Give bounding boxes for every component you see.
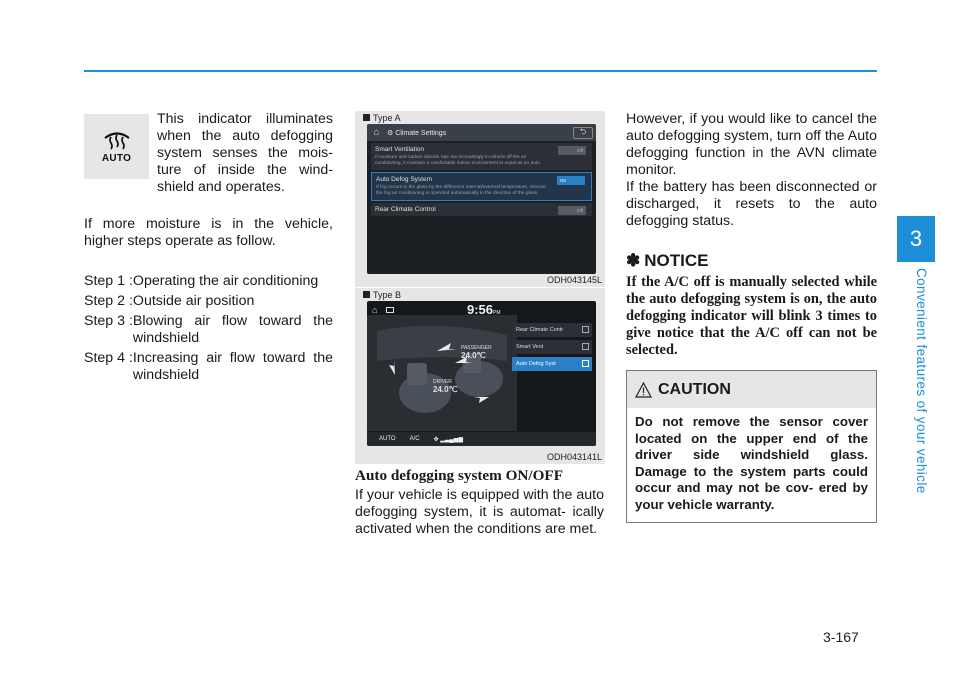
figure-type-label: Type B (363, 290, 401, 300)
section-heading: Auto defogging system ON/OFF (355, 467, 563, 484)
figure-type-label: Type A (363, 113, 401, 123)
step-item (84, 273, 333, 290)
gear-icon: ⚙ (387, 129, 396, 137)
step-label: Step 1 : (84, 273, 133, 289)
home-icon: ⌂ (373, 127, 380, 138)
step-label: Step 4 : (84, 350, 133, 366)
setting-row-title: Rear Climate Control (375, 206, 436, 213)
back-icon: ⮌ (573, 127, 593, 139)
menu-item-rear-climate: Rear Climate Contr (512, 323, 592, 337)
caution-header (627, 371, 876, 408)
setting-row-rear-climate (371, 203, 592, 216)
screen-title: ⚙ Climate Settings (387, 129, 447, 137)
auto-icon-label: AUTO (101, 152, 132, 164)
caution-box (626, 370, 877, 523)
warning-triangle-icon (635, 382, 652, 398)
home-icon: ⌂ (372, 305, 378, 315)
figure-code: ODH043141L (546, 452, 602, 462)
auto-defog-indicator (84, 114, 149, 179)
setting-row-description: If fog occurs in the glass by the difference internal/external temperature, remove the fog air conditioning is operated automatically in the direction of the glass. (376, 185, 546, 196)
step-label: Step 3 : (84, 313, 133, 329)
defog-icon (102, 130, 132, 152)
chapter-title: Convenient features of your vehicle (914, 268, 929, 494)
climate-settings-screen (367, 124, 596, 274)
moisture-text: If more moisture is in the vehicle, higher steps operate as follow. (84, 216, 333, 249)
quick-menu-panel (512, 323, 592, 374)
figure-type-b (355, 288, 605, 464)
passenger-temperature: PASSENGER 24.0℃ (461, 345, 492, 360)
setting-toggle: Off (558, 146, 586, 155)
menu-item-auto-defog: Auto Defog Syst (512, 357, 592, 371)
step-text: Outside air position (132, 293, 255, 309)
onoff-text: If your vehicle is equipped with the auto defogging system, it is automat- ically activated when the conditions are met. (355, 487, 604, 537)
figure-code: ODH043145L (546, 275, 602, 285)
setting-toggle: Off (558, 206, 586, 215)
setting-row-title: Smart Ventilation (375, 146, 425, 153)
cancel-text: However, if you would like to cancel the auto defogging system, turn off the Auto defogging function in the AVN climate monitor. (626, 111, 877, 178)
step-text: Blowing air flow toward the windshield (132, 313, 333, 346)
step-label: Step 2 : (84, 293, 133, 309)
notice-heading: ✽ NOTICE (626, 251, 709, 270)
fan-icon: ✤ ▂▃▄▅▆ (433, 436, 463, 443)
step-item (84, 313, 333, 347)
step-text: Increasing air flow toward the windshield (132, 350, 333, 383)
menu-item-smart-vent: Smart Vent (512, 340, 592, 354)
step-text: Operating the air conditioning (132, 273, 319, 289)
figure-type-a (355, 111, 605, 287)
climate-display-screen (367, 301, 596, 446)
setting-row-description: If moisture and carbon dioxide rate are increasingly in vehicle off the air conditioning, it maintain a comfortable indoor environment to expel as an auto. (375, 155, 542, 166)
driver-temperature: DRIVER 24.0℃ (433, 379, 458, 394)
ac-label: A/C (409, 436, 420, 442)
setting-row-auto-defog (371, 172, 592, 201)
caution-text: Do not remove the sensor cover located on the upper end of the driver side windshield glass. Damage to the system parts could occur and may not be cov- ered by your vehicle warranty. (635, 414, 868, 512)
auto-mode-label: AUTO (379, 436, 396, 442)
climate-bottom-bar (367, 432, 596, 446)
page-number: 3-167 (823, 629, 859, 645)
step-item (84, 293, 333, 310)
notice-star-icon: ✽ (626, 251, 641, 270)
battery-text: If the battery has been disconnected or discharged, it resets to the auto defogging status. (626, 179, 877, 229)
setting-row-title: Auto Defog System (376, 176, 432, 183)
step-list (84, 273, 333, 387)
setting-toggle: On (557, 176, 585, 185)
header-rule (84, 70, 877, 72)
caution-title: CAUTION (658, 380, 731, 398)
indicator-description: This indicator illuminates when the auto defogging system senses the mois- ture of inside the wind- shield and operates. (157, 111, 333, 195)
menu-icon (386, 307, 394, 313)
screen-header (367, 124, 596, 141)
clock: 9:56PM (467, 302, 501, 317)
setting-row-smart-ventilation (371, 143, 592, 170)
notice-text: If the A/C off is manually selected while the auto defogging system is on, the auto defogging indicator will blink 3 times to give notice that the A/C off can not be selected. (626, 274, 877, 358)
step-item (84, 350, 333, 384)
chapter-number-tab: 3 (897, 216, 935, 262)
